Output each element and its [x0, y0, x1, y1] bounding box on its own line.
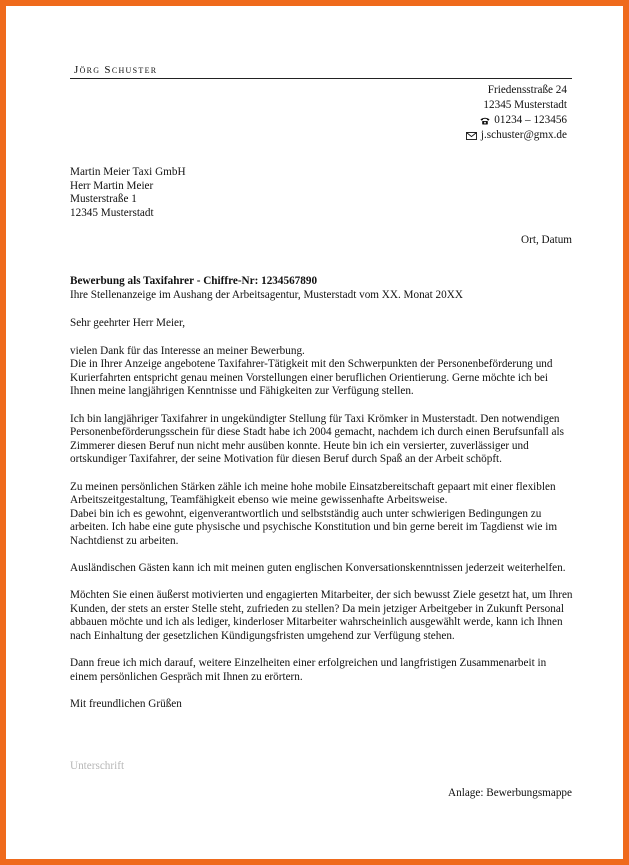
paragraph-strengths: Zu meinen persönlichen Stärken zähle ich meine hohe mobile Einsatzbereitschaft gepaart mit einer flexiblen Arbeitszeitgestaltung, Teamfähigkeit ebenso wie meine gewissenhafte Arbeitsweise. Dabei bin ich es gewohnt, eigenverantwortlich und selbstständig auch unter schwierigen Bedingungen zu arbeiten. Ich habe eine gute physische und psychische Konstitution und bin gerne bereit im Tagdienst wie im Nachtdienst zu arbeiten.: [70, 480, 558, 547]
paragraph-intro: vielen Dank für das Interesse an meiner Bewerbung. Die in Ihrer Anzeige angebotene Taxifahrer-Tätigkeit mit den Schwerpunkten der Personenbeförderung und Kurierfahrten entspricht genau meinen Vorstellungen einer beruflichen Orientierung. Gerne möchte ich bei Ihnen meine langjährigen Kenntnisse und Fähigkeiten zur Verfügung stellen.: [70, 344, 553, 398]
paragraph-languages: Ausländischen Gästen kann ich mit meinen guten englischen Konversationskenntnissen jederzeit weiterhelfen.: [70, 562, 566, 575]
sender-city-row: [466, 98, 567, 113]
letterhead-name: Jörg Schuster: [74, 64, 158, 76]
sender-email-row: [466, 128, 567, 143]
letterhead-rule: [70, 78, 572, 79]
paragraph-motivation: Möchten Sie einen äußerst motivierten und engagierten Mitarbeiter, der sich bewusst Ziele gesetzt hat, um Ihren Kunden, der stets an erster Stelle steht, zufrieden zu stellen? Da mein jetziger Arbeitgeber in Zukunft Personal abbauen möchte und ich als lediger, kinderloser Mitarbeiter wahrscheinlich ausgewählt werde, kann ich Ihnen nach Einhaltung der gesetzlichen Kündigungsfristen umgehend zur Verfügung stehen.: [70, 589, 573, 643]
subject-reference: Ihre Stellenanzeige im Aushang der Arbeitsagentur, Musterstadt vom XX. Monat 20XX: [70, 289, 463, 301]
sender-address: [466, 83, 567, 143]
signature-placeholder: Unterschrift: [70, 760, 125, 772]
recipient-company: Martin Meier Taxi GmbH: [70, 166, 186, 178]
paragraph-interview: Dann freue ich mich darauf, weitere Einzelheiten einer erfolgreichen und langfristigen Zusammenarbeit in einem persönlichen Gespräch mit Ihnen zu erörtern.: [70, 657, 547, 683]
sender-email[interactable]: j.schuster@gmx.de: [480, 129, 567, 141]
letter-body: [70, 317, 576, 725]
sender-city: 12345 Musterstadt: [483, 99, 567, 111]
closing: Mit freundlichen Grüßen: [70, 698, 182, 711]
sender-street: Friedensstraße 24: [487, 84, 567, 96]
paragraph-experience: Ich bin langjähriger Taxifahrer in ungekündigter Stellung für Taxi Krömker in Musterstadt. Den notwendigen Personenbeförderungsschein für diese Stadt habe ich 2004 gemacht, nachdem ich durch einen Berufsunfall als Zimmerer diesen Beruf nun nicht mehr ausüben konnte. Heute bin ich ein versierter, zuverlässiger und ortskundiger Taxifahrer, der seine Motivation für diesen Beruf durch Spaß an der Arbeit schöpft.: [70, 412, 564, 466]
envelope-icon: [466, 132, 477, 140]
recipient-contact: Herr Martin Meier: [70, 179, 154, 192]
subject-title: Bewerbung als Taxifahrer - Chiffre-Nr: 1234567890: [70, 275, 318, 287]
telephone-icon: [480, 117, 490, 125]
salutation: Sehr geehrter Herr Meier,: [70, 317, 186, 329]
sender-phone: 01234 – 123456: [494, 114, 567, 126]
subject-block: [70, 274, 463, 302]
recipient-street: Musterstraße 1: [70, 193, 137, 206]
place-date: Ort, Datum: [521, 234, 572, 246]
sender-street-row: [466, 83, 567, 98]
enclosure-note: Anlage: Bewerbungsmappe: [448, 787, 572, 799]
recipient-city: 12345 Musterstadt: [70, 206, 154, 219]
recipient-address: [70, 166, 186, 220]
sender-phone-row: [466, 113, 567, 128]
